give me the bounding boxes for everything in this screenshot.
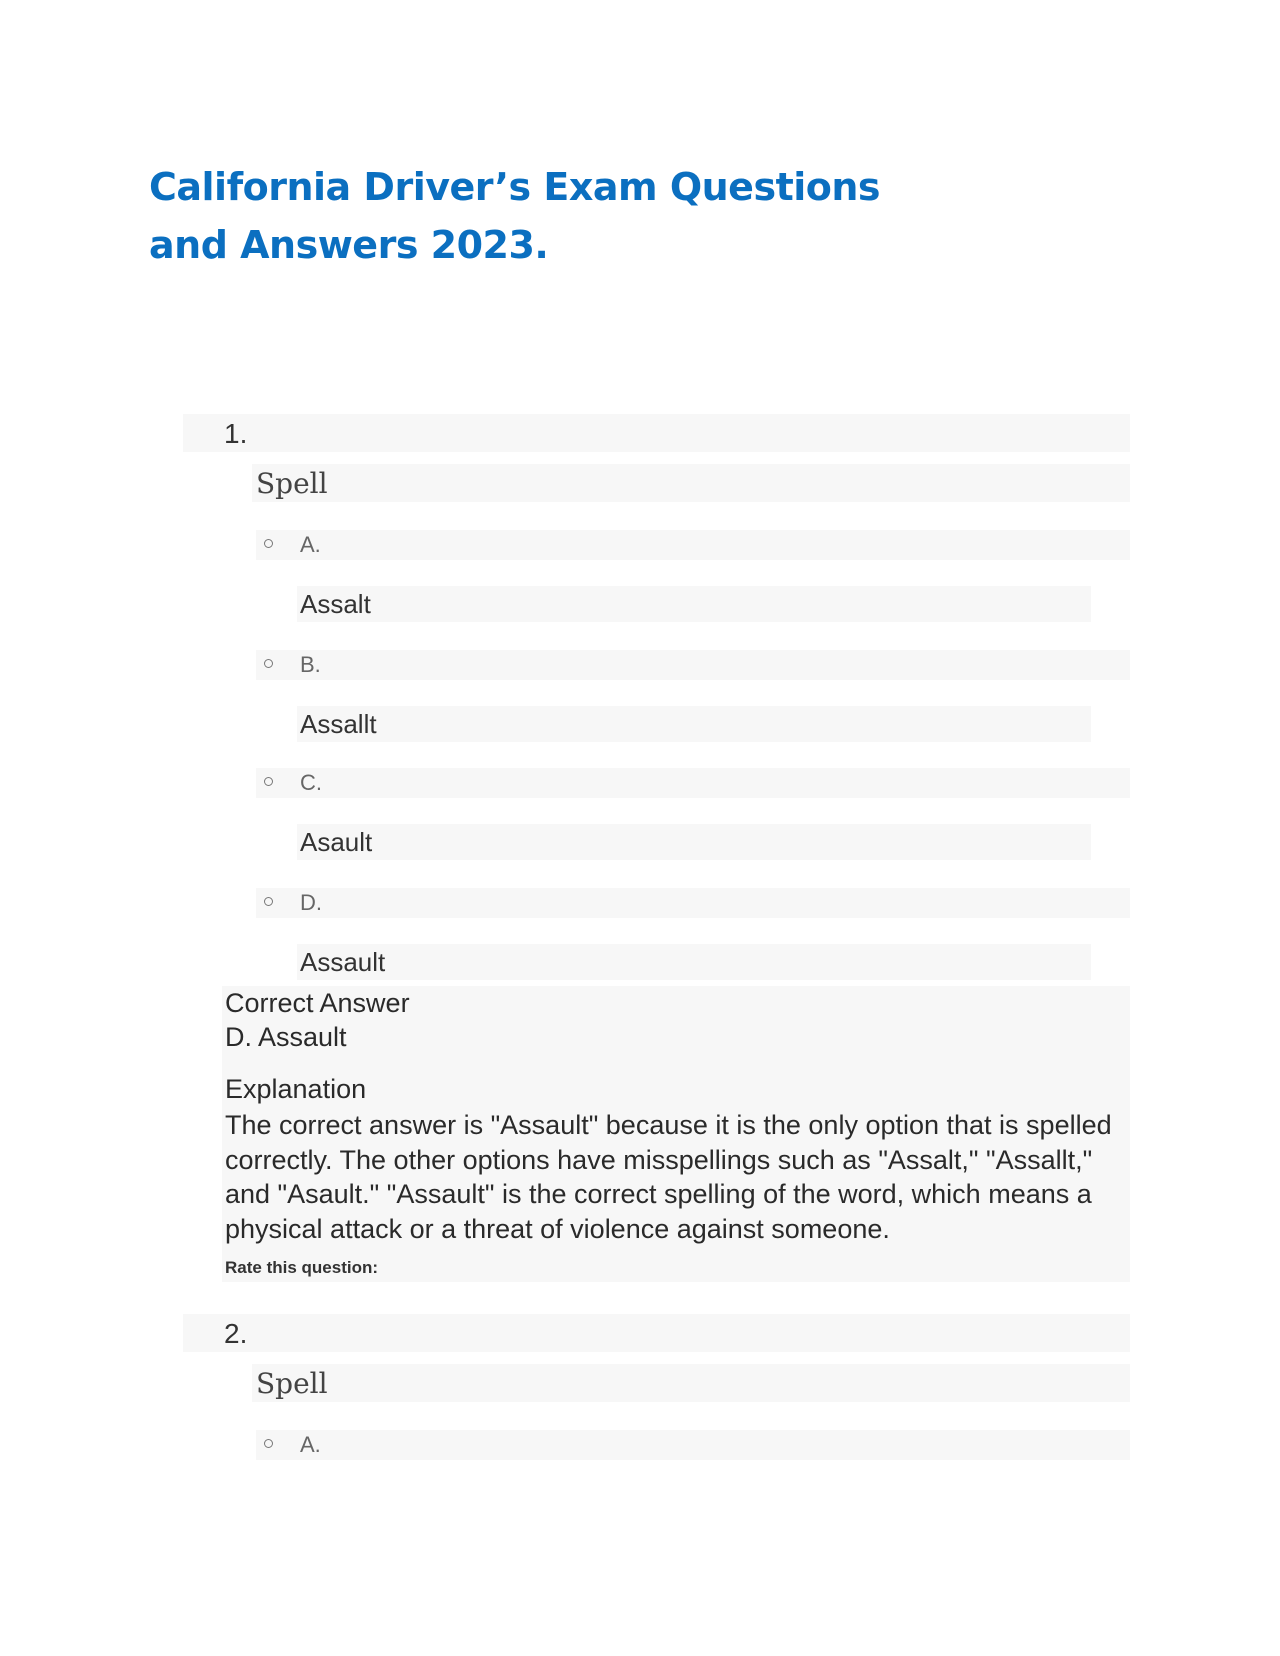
option-letter: B. <box>300 652 321 677</box>
question-prompt-text: Spell <box>256 467 328 500</box>
option-letter: A. <box>300 1432 321 1457</box>
option-text: Asault <box>300 827 373 857</box>
circle-bullet-icon <box>264 897 273 906</box>
option-text: Assalt <box>300 589 371 619</box>
option-letter: C. <box>300 770 322 795</box>
option-a-text-row[interactable] <box>297 586 1091 622</box>
option-text: Assallt <box>300 709 377 739</box>
question-prompt <box>252 1364 1130 1402</box>
option-b[interactable] <box>256 650 1130 680</box>
option-c-text-row[interactable] <box>297 824 1091 860</box>
correct-answer-value: D. Assault <box>225 1022 347 1052</box>
answer-panel <box>222 986 1130 1282</box>
option-letter: A. <box>300 532 321 557</box>
option-a[interactable] <box>256 1430 1130 1460</box>
circle-bullet-icon <box>264 659 273 668</box>
option-c[interactable] <box>256 768 1130 798</box>
rate-question-label: Rate this question: <box>225 1258 379 1277</box>
question-number-row <box>183 414 1130 452</box>
explanation-label: Explanation <box>225 1074 367 1104</box>
option-d-text-row[interactable] <box>297 944 1091 980</box>
question-prompt-text: Spell <box>256 1367 328 1400</box>
option-a[interactable] <box>256 530 1130 560</box>
option-letter: D. <box>300 890 322 915</box>
circle-bullet-icon <box>264 539 273 548</box>
explanation-text: The correct answer is "Assault" because it is the only option that is spelled correctly. The other options have misspellings such as "Assalt," "Assallt," and "Asault." "Assault" is the correct spelling of the word, which means a physical attack or a threat of violence against someone. <box>225 1110 1112 1244</box>
option-b-text-row[interactable] <box>297 706 1091 742</box>
question-prompt <box>252 464 1130 502</box>
question-number: 2. <box>224 1318 248 1349</box>
document-title: California Driver’s Exam Questions and Answers 2023. <box>149 165 881 267</box>
option-d[interactable] <box>256 888 1130 918</box>
circle-bullet-icon <box>264 1439 273 1448</box>
option-text: Assault <box>300 947 386 977</box>
question-number: 1. <box>224 418 248 449</box>
correct-answer-label: Correct Answer <box>225 988 410 1018</box>
circle-bullet-icon <box>264 777 273 786</box>
question-number-row <box>183 1314 1130 1352</box>
